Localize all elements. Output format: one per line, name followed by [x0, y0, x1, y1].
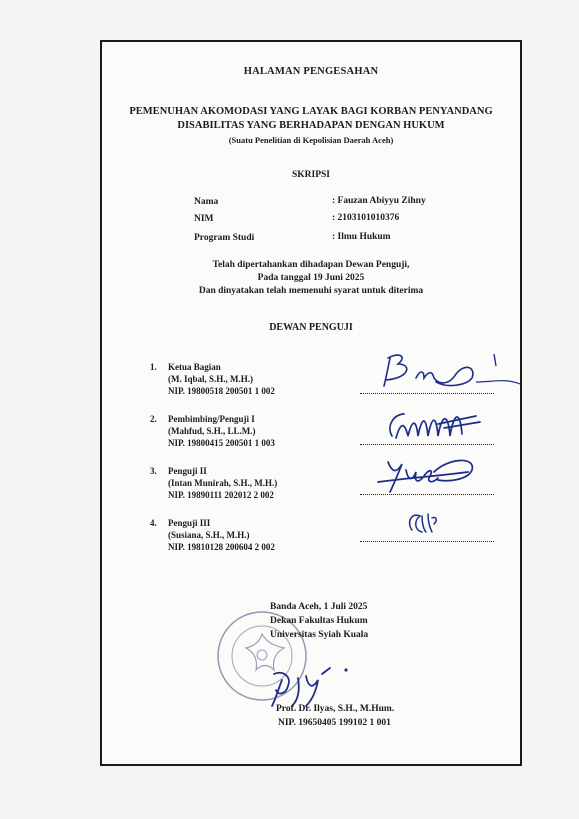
- examiner-name: (M. Iqbal, S.H., M.H.): [168, 374, 254, 384]
- examiner-name: (Susiana, S.H., M.H.): [168, 530, 250, 540]
- examiner-number: 4.: [150, 518, 157, 528]
- dean-name: Prof. Dr. Ilyas, S.H., M.Hum.: [276, 704, 395, 714]
- signature-examiner-3: [368, 450, 488, 496]
- examiner-number: 2.: [150, 414, 157, 424]
- student-name-label: Nama: [194, 197, 219, 207]
- defense-statement-line-3: Dan dinyatakan telah memenuhi syarat untuk diterima: [198, 286, 424, 296]
- study-program-value: : Ilmu Hukum: [332, 232, 391, 242]
- student-nim-label: NIM: [194, 214, 214, 224]
- thesis-title-line-1: PEMENUHAN AKOMODASI YANG LAYAK BAGI KORBAN PENYANDANG: [129, 106, 493, 117]
- approval-position-1: Dekan Fakultas Hukum: [270, 616, 368, 626]
- signature-line-1: [360, 393, 494, 394]
- examiner-role: Penguji III: [168, 518, 211, 528]
- approval-position-2: Universitas Syiah Kuala: [270, 630, 369, 640]
- examiner-nip: NIP. 19890111 202012 2 002: [168, 490, 274, 500]
- examiner-name: (Intan Munirah, S.H., M.H.): [168, 478, 278, 488]
- examiner-nip: NIP. 19800518 200501 1 002: [168, 386, 275, 396]
- signature-examiner-2: [378, 406, 488, 446]
- signature-line-4: [360, 541, 494, 542]
- signature-dean: [252, 650, 362, 710]
- signature-line-2: [360, 444, 494, 445]
- study-program-label: Program Studi: [194, 233, 255, 243]
- document-page: [100, 40, 522, 766]
- examiner-nip: NIP. 19800415 200501 1 003: [168, 438, 275, 448]
- examiner-name: (Mahfud, S.H., LL.M.): [168, 426, 256, 436]
- document-type: SKRIPSI: [291, 170, 330, 180]
- defense-date: Pada tanggal 19 Juni 2025: [257, 273, 365, 283]
- examiners-heading: DEWAN PENGUJI: [269, 322, 353, 333]
- student-nim-value: : 2103101010376: [332, 213, 400, 223]
- approval-place-date: Banda Aceh, 1 Juli 2025: [270, 602, 368, 612]
- examiner-nip: NIP. 19810128 200604 2 002: [168, 542, 275, 552]
- defense-statement-line-1: Telah dipertahankan dihadapan Dewan Penguji,: [212, 260, 410, 270]
- signature-examiner-1: [376, 348, 526, 392]
- examiner-role: Ketua Bagian: [168, 362, 221, 372]
- signature-examiner-4: [402, 508, 442, 540]
- examiner-role: Pembimbing/Penguji I: [168, 414, 255, 424]
- dean-nip: NIP. 19650405 199102 1 001: [278, 718, 391, 728]
- examiner-number: 1.: [150, 362, 157, 372]
- examiner-number: 3.: [150, 466, 157, 476]
- student-name-value: : Fauzan Abiyyu Zihny: [332, 196, 426, 206]
- examiner-role: Penguji II: [168, 466, 207, 476]
- thesis-subtitle: (Suatu Penelitian di Kepolisian Daerah Aceh): [228, 135, 394, 145]
- signature-line-3: [360, 494, 494, 495]
- page-heading: HALAMAN PENGESAHAN: [243, 66, 379, 77]
- thesis-title-line-2: DISABILITAS YANG BERHADAPAN DENGAN HUKUM: [177, 120, 445, 131]
